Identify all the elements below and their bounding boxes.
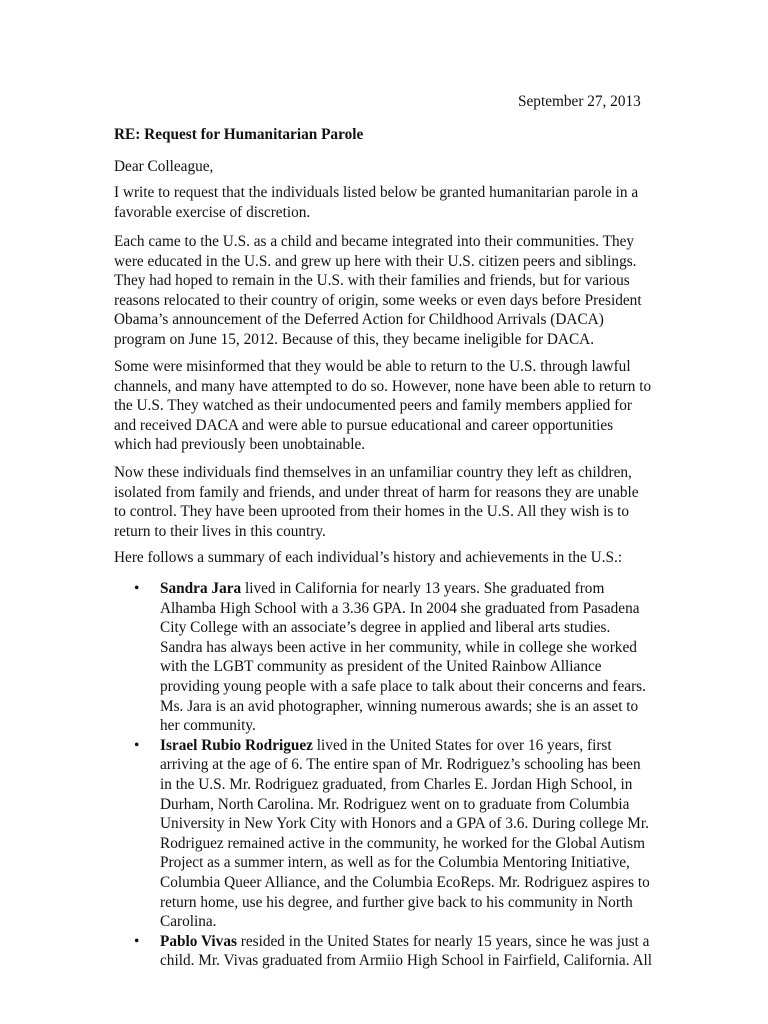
paragraph-background: Each came to the U.S. as a child and became integrated into their communities. They were educated in the U.S. and grew up here with their U.S. citizen peers and siblings. They had hoped to remain in the U.S. with their families and friends, but for various reasons relocated to their country of origin, some weeks or even days before President Obama’s announcement of the Deferred Action for Childhood Arrivals (DACA) program on June 15, 2012. Because of this, they became ineligible for DACA. <box>114 233 642 348</box>
salutation: Dear Colleague, <box>114 158 214 175</box>
individual-summary: lived in the United States for over 16 years, first arriving at the age of 6. The entire span of Mr. Rodriguez’s schooling has been in the U.S. Mr. Rodriguez graduated, from Charles E. Jordan High School, in Durham, North Carolina. Mr. Rodriguez went on to graduate from Columbia University in New York City with Honors and a GPA of 3.6. During college Mr. Rodriguez remained active in the community, he worked for the Global Autism Project as a summer intern, as well as for the Columbia Mentoring Initiative, Columbia Queer Alliance, and the Columbia EcoReps. Mr. Rodriguez aspires to return home, use his degree, and further give back to his community in North Carolina. <box>160 736 650 931</box>
individuals-list <box>114 579 654 971</box>
paragraph-current-situation: Now these individuals find themselves in an unfamiliar country they left as children, isolated from family and friends, and under threat of harm for reasons they are unable to control. They have been uprooted from their homes in the U.S. All they wish is to return to their lives in this country. <box>114 464 639 540</box>
letter-date: September 27, 2013 <box>518 93 641 110</box>
list-item <box>114 579 654 736</box>
individual-name: Israel Rubio Rodriguez <box>160 736 313 754</box>
list-item <box>114 736 654 932</box>
bullet-icon: • <box>134 580 140 597</box>
individual-summary: resided in the United States for nearly 15 years, since he was just a child. Mr. Vivas graduated from Armiio High School in Fairfield, California. All <box>160 932 653 970</box>
bullet-icon: • <box>134 736 140 754</box>
individual-name: Sandra Jara <box>160 580 242 597</box>
paragraph-misinformed: Some were misinformed that they would be able to return to the U.S. through lawful channels, and many have attempted to do so. However, none have been able to return to the U.S. They watched as their undocumented peers and family members applied for and received DACA and were able to pursue educational and career opportunities which had previously been unobtainable. <box>114 358 652 454</box>
individual-summary: lived in California for nearly 13 years. She graduated from Alhamba High School with a 3.36 GPA. In 2004 she graduated from Pasadena City College with an associate’s degree in applied and liberal arts studies. Sandra has always been active in her community, while in college she worked with the LGBT community as president of the United Rainbow Alliance providing young people with a safe place to talk about their concerns and fears. Ms. Jara is an avid photographer, winning numerous awards; she is an asset to her community. <box>160 580 646 735</box>
list-item <box>114 932 654 971</box>
bullet-icon: • <box>134 932 140 950</box>
paragraph-request: I write to request that the individuals listed below be granted humanitarian parole in a favorable exercise of discretion. <box>114 184 639 221</box>
subject-line: RE: Request for Humanitarian Parole <box>114 126 364 143</box>
individual-name: Pablo Vivas <box>160 932 237 950</box>
paragraph-summary-intro: Here follows a summary of each individual’s history and achievements in the U.S.: <box>114 549 623 566</box>
